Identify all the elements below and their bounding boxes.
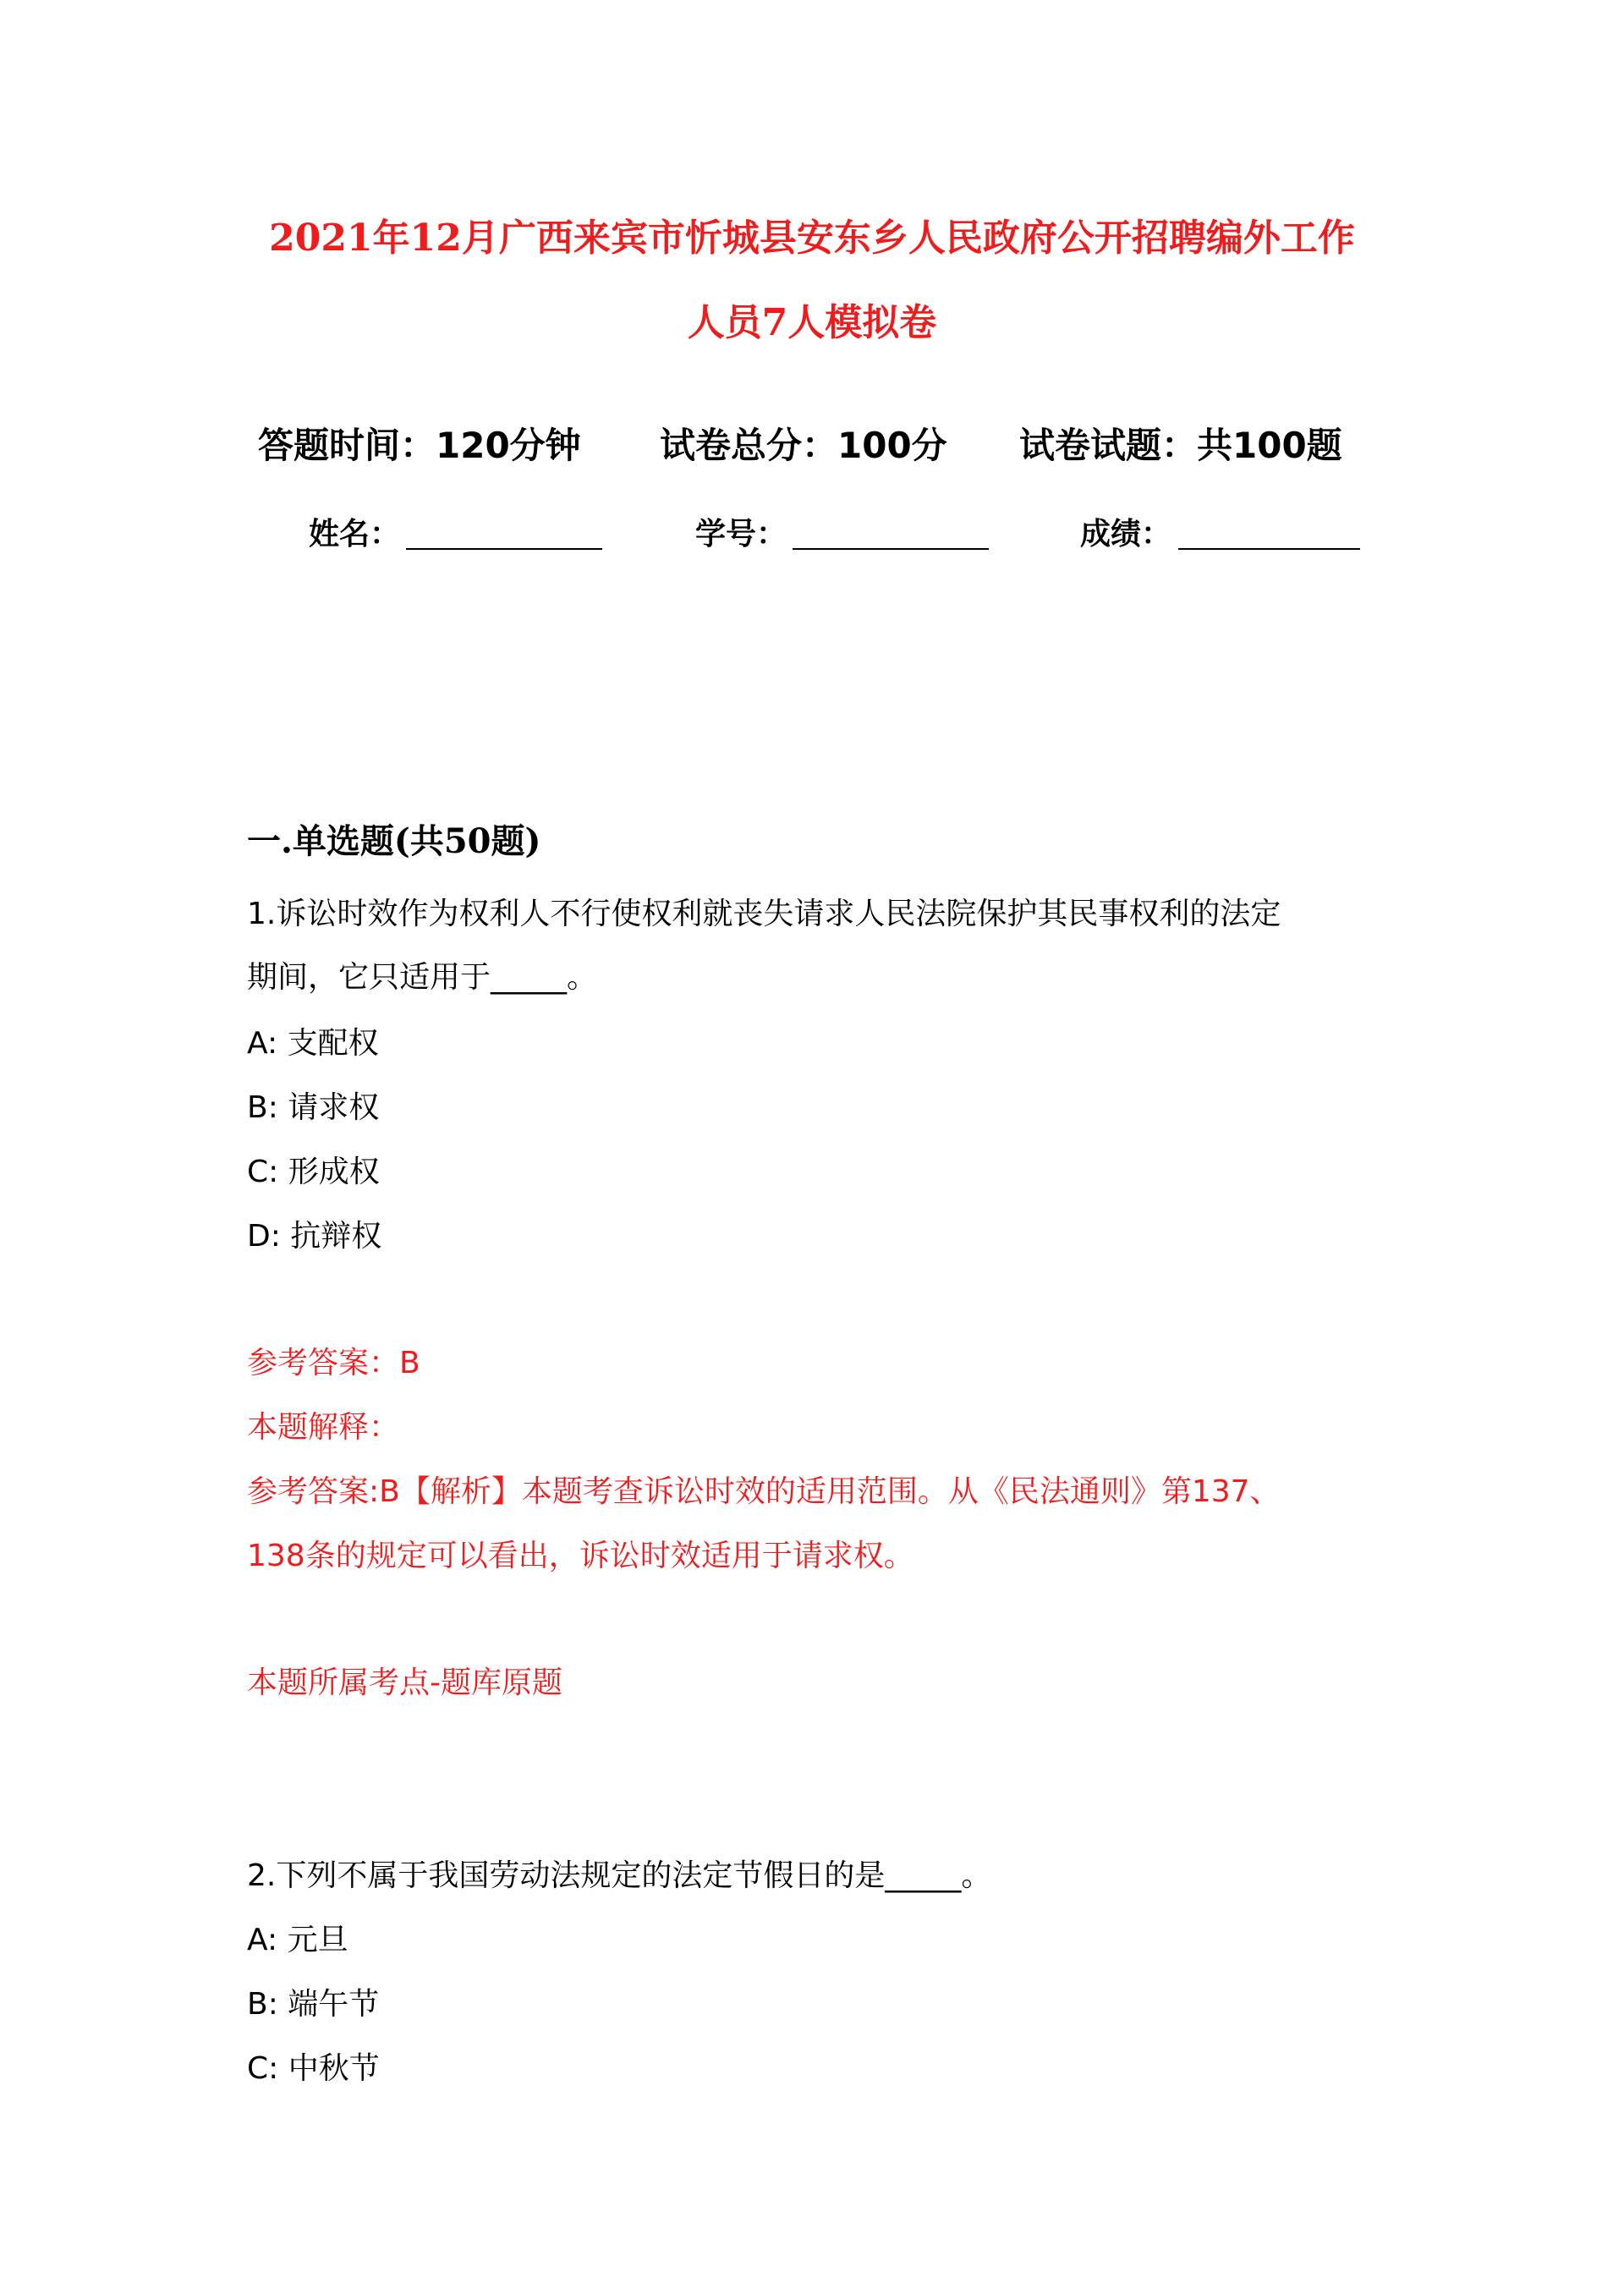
student-id-blank — [793, 548, 989, 550]
section-heading: 一.单选题(共50题) — [247, 821, 541, 861]
question-1-option-a: A: 支配权 — [247, 1026, 379, 1061]
exam-total-score: 试卷总分：100分 — [660, 425, 947, 466]
grade-label: 成绩： — [1080, 517, 1172, 552]
question-2-option-a: A: 元旦 — [247, 1923, 348, 1957]
exam-title-line-1: 2021年12月广西来宾市忻城县安东乡人民政府公开招聘编外工作 — [269, 217, 1355, 260]
question-1-option-d: D: 抗辩权 — [247, 1219, 382, 1254]
question-1-source: 本题所属考点-题库原题 — [247, 1666, 562, 1700]
question-1-answer: 参考答案：B — [247, 1346, 420, 1380]
name-blank — [406, 548, 602, 550]
question-1-explanation-line-2: 138条的规定可以看出，诉讼时效适用于请求权。 — [247, 1539, 914, 1573]
question-1-option-c: C: 形成权 — [247, 1155, 380, 1189]
exam-question-count: 试卷试题：共100题 — [1019, 425, 1342, 466]
question-1-explanation-label: 本题解释： — [247, 1410, 400, 1445]
question-2-option-b: B: 端午节 — [247, 1987, 380, 2022]
exam-title-line-2: 人员7人模拟卷 — [687, 301, 937, 344]
student-id-label: 学号： — [695, 517, 787, 552]
question-1-stem-line-2: 期间，它只适用于_____。 — [247, 960, 598, 995]
question-1-stem-line-1: 1.诉讼时效作为权利人不行使权利就丧失请求人民法院保护其民事权利的法定 — [247, 897, 1281, 931]
question-1-option-b: B: 请求权 — [247, 1090, 380, 1125]
question-2-stem: 2.下列不属于我国劳动法规定的法定节假日的是_____。 — [247, 1858, 992, 1893]
name-label: 姓名： — [309, 517, 401, 552]
grade-blank — [1178, 548, 1360, 550]
question-2-option-c: C: 中秋节 — [247, 2051, 380, 2086]
exam-time: 答题时间：120分钟 — [258, 425, 581, 466]
question-1-explanation-line-1: 参考答案:B【解析】本题考查诉讼时效的适用范围。从《民法通则》第137、 — [247, 1474, 1281, 1509]
